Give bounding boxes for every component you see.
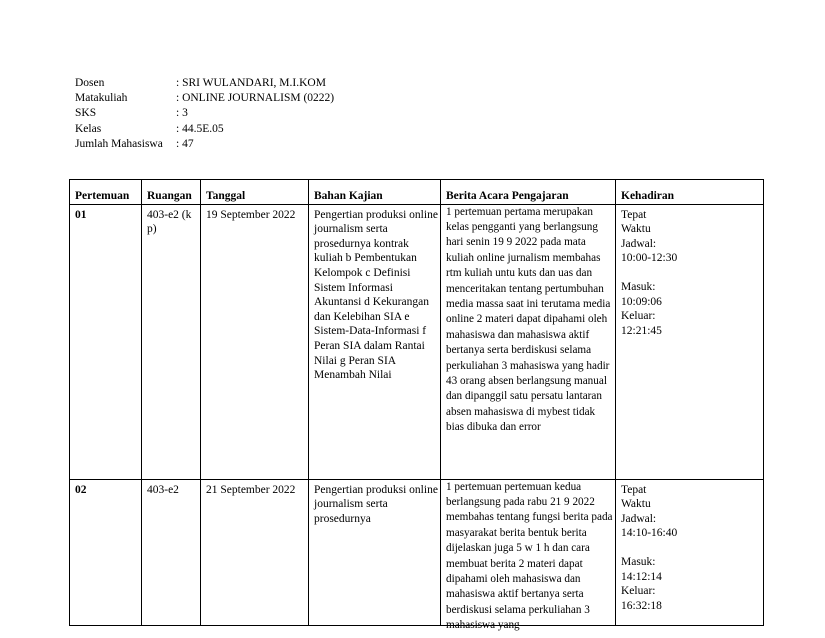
column-header: Pertemuan (70, 180, 142, 205)
column-header: Berita Acara Pengajaran (441, 180, 616, 205)
ruangan-cell: 403-e2 (k p) (142, 204, 201, 479)
status-text: Tepat (621, 483, 647, 496)
info-value: : 47 (176, 137, 194, 150)
info-label: Kelas (75, 122, 102, 135)
jadwal-label: Jadwal: (621, 512, 657, 525)
course-info (75, 76, 334, 152)
pertemuan-cell: 01 (70, 204, 142, 479)
ruangan-cell: 403-e2 (142, 479, 201, 625)
berita-acara-cell (441, 479, 616, 632)
keluar-label: Keluar: (621, 585, 656, 598)
info-label: SKS (75, 107, 97, 120)
pertemuan-cell: 02 (70, 479, 142, 625)
column-header: Kehadiran (616, 180, 764, 205)
berita-acara-cell: 1 pertemuan pertama merupakan kelas pengganti yang berlangsung hari senin 19 9 2022 pada mata kuliah online jurnalism membahas rtm kuliah untu kuts dan uas dan menceritakan tentang pertumbuhan media massa saat ini terutama media online 2 materi dapat dipahami oleh mahasiswa dan mahasiswa aktif bertanya serta berdiskusi selama perkuliahan 3 mahasiswa yang hadir 43 orang absen berlangsung manual dan dipanggil satu persatu lantaran absen mahasiswa di mybest tidak bias dibuka dan error (441, 204, 616, 479)
masuk-value: 14:12:14 (621, 570, 662, 583)
masuk-value: 10:09:06 (621, 295, 662, 308)
column-header: Tanggal (201, 180, 309, 205)
keluar-value: 16:32:18 (621, 599, 662, 612)
info-value: : 3 (176, 107, 188, 120)
keluar-label: Keluar: (621, 310, 656, 323)
info-row-sks (75, 106, 334, 121)
info-label: Jumlah Mahasiswa (75, 137, 163, 150)
attendance-table (69, 179, 764, 632)
kehadiran-cell (616, 479, 764, 625)
status-text: Waktu (621, 223, 651, 236)
info-row-kelas (75, 122, 334, 137)
jadwal-label: Jadwal: (621, 237, 657, 250)
masuk-label: Masuk: (621, 555, 656, 568)
table-row (70, 204, 764, 479)
kehadiran-cell (616, 204, 764, 479)
jadwal-value: 10:00-12:30 (621, 252, 678, 265)
table-row (70, 479, 764, 625)
bahan-kajian-cell: Pengertian produksi online journalism serta prosedurnya kontrak kuliah b Pembentukan Kelompok c Definisi Sistem Informasi Akuntansi d Kekurangan dan Kelebihan SIA e Sistem-Data-Informasi f Peran SIA dalam Rantai Nilai g Peran SIA Menambah Nilai (309, 204, 441, 479)
info-value: : 44.5E.05 (176, 122, 224, 135)
table-header-row (70, 180, 764, 205)
info-value: : SRI WULANDARI, M.I.KOM (176, 77, 326, 89)
info-label: Matakuliah (75, 92, 128, 105)
berita-acara-text: 1 pertemuan pertemuan kedua berlangsung pada rabu 21 9 2022 membahas tentang fungsi berita pada masyarakat berita bentuk berita dijelaskan juga 5 w 1 h dan cara membuat berita 2 materi dapat dipahami oleh mahasiswa dan mahasiswa aktif bertanya serta berdiskusi selama perkuliahan 3 mahasiswa yang (446, 480, 613, 632)
masuk-label: Masuk: (621, 280, 656, 293)
jadwal-value: 14:10-16:40 (621, 527, 678, 540)
tanggal-cell: 21 September 2022 (201, 479, 309, 625)
column-header: Ruangan (142, 180, 201, 205)
info-row-dosen (75, 76, 334, 91)
info-value: : ONLINE JOURNALISM (0222) (176, 92, 335, 105)
info-row-jumlah-mahasiswa (75, 137, 334, 152)
status-text: Tepat (621, 208, 647, 221)
info-row-matakuliah (75, 91, 334, 106)
info-label: Dosen (75, 77, 105, 89)
column-header: Bahan Kajian (309, 180, 441, 205)
keluar-value: 12:21:45 (621, 324, 662, 337)
bahan-kajian-cell: Pengertian produksi online journalism serta prosedurnya (309, 479, 441, 625)
tanggal-cell: 19 September 2022 (201, 204, 309, 479)
status-text: Waktu (621, 498, 651, 511)
